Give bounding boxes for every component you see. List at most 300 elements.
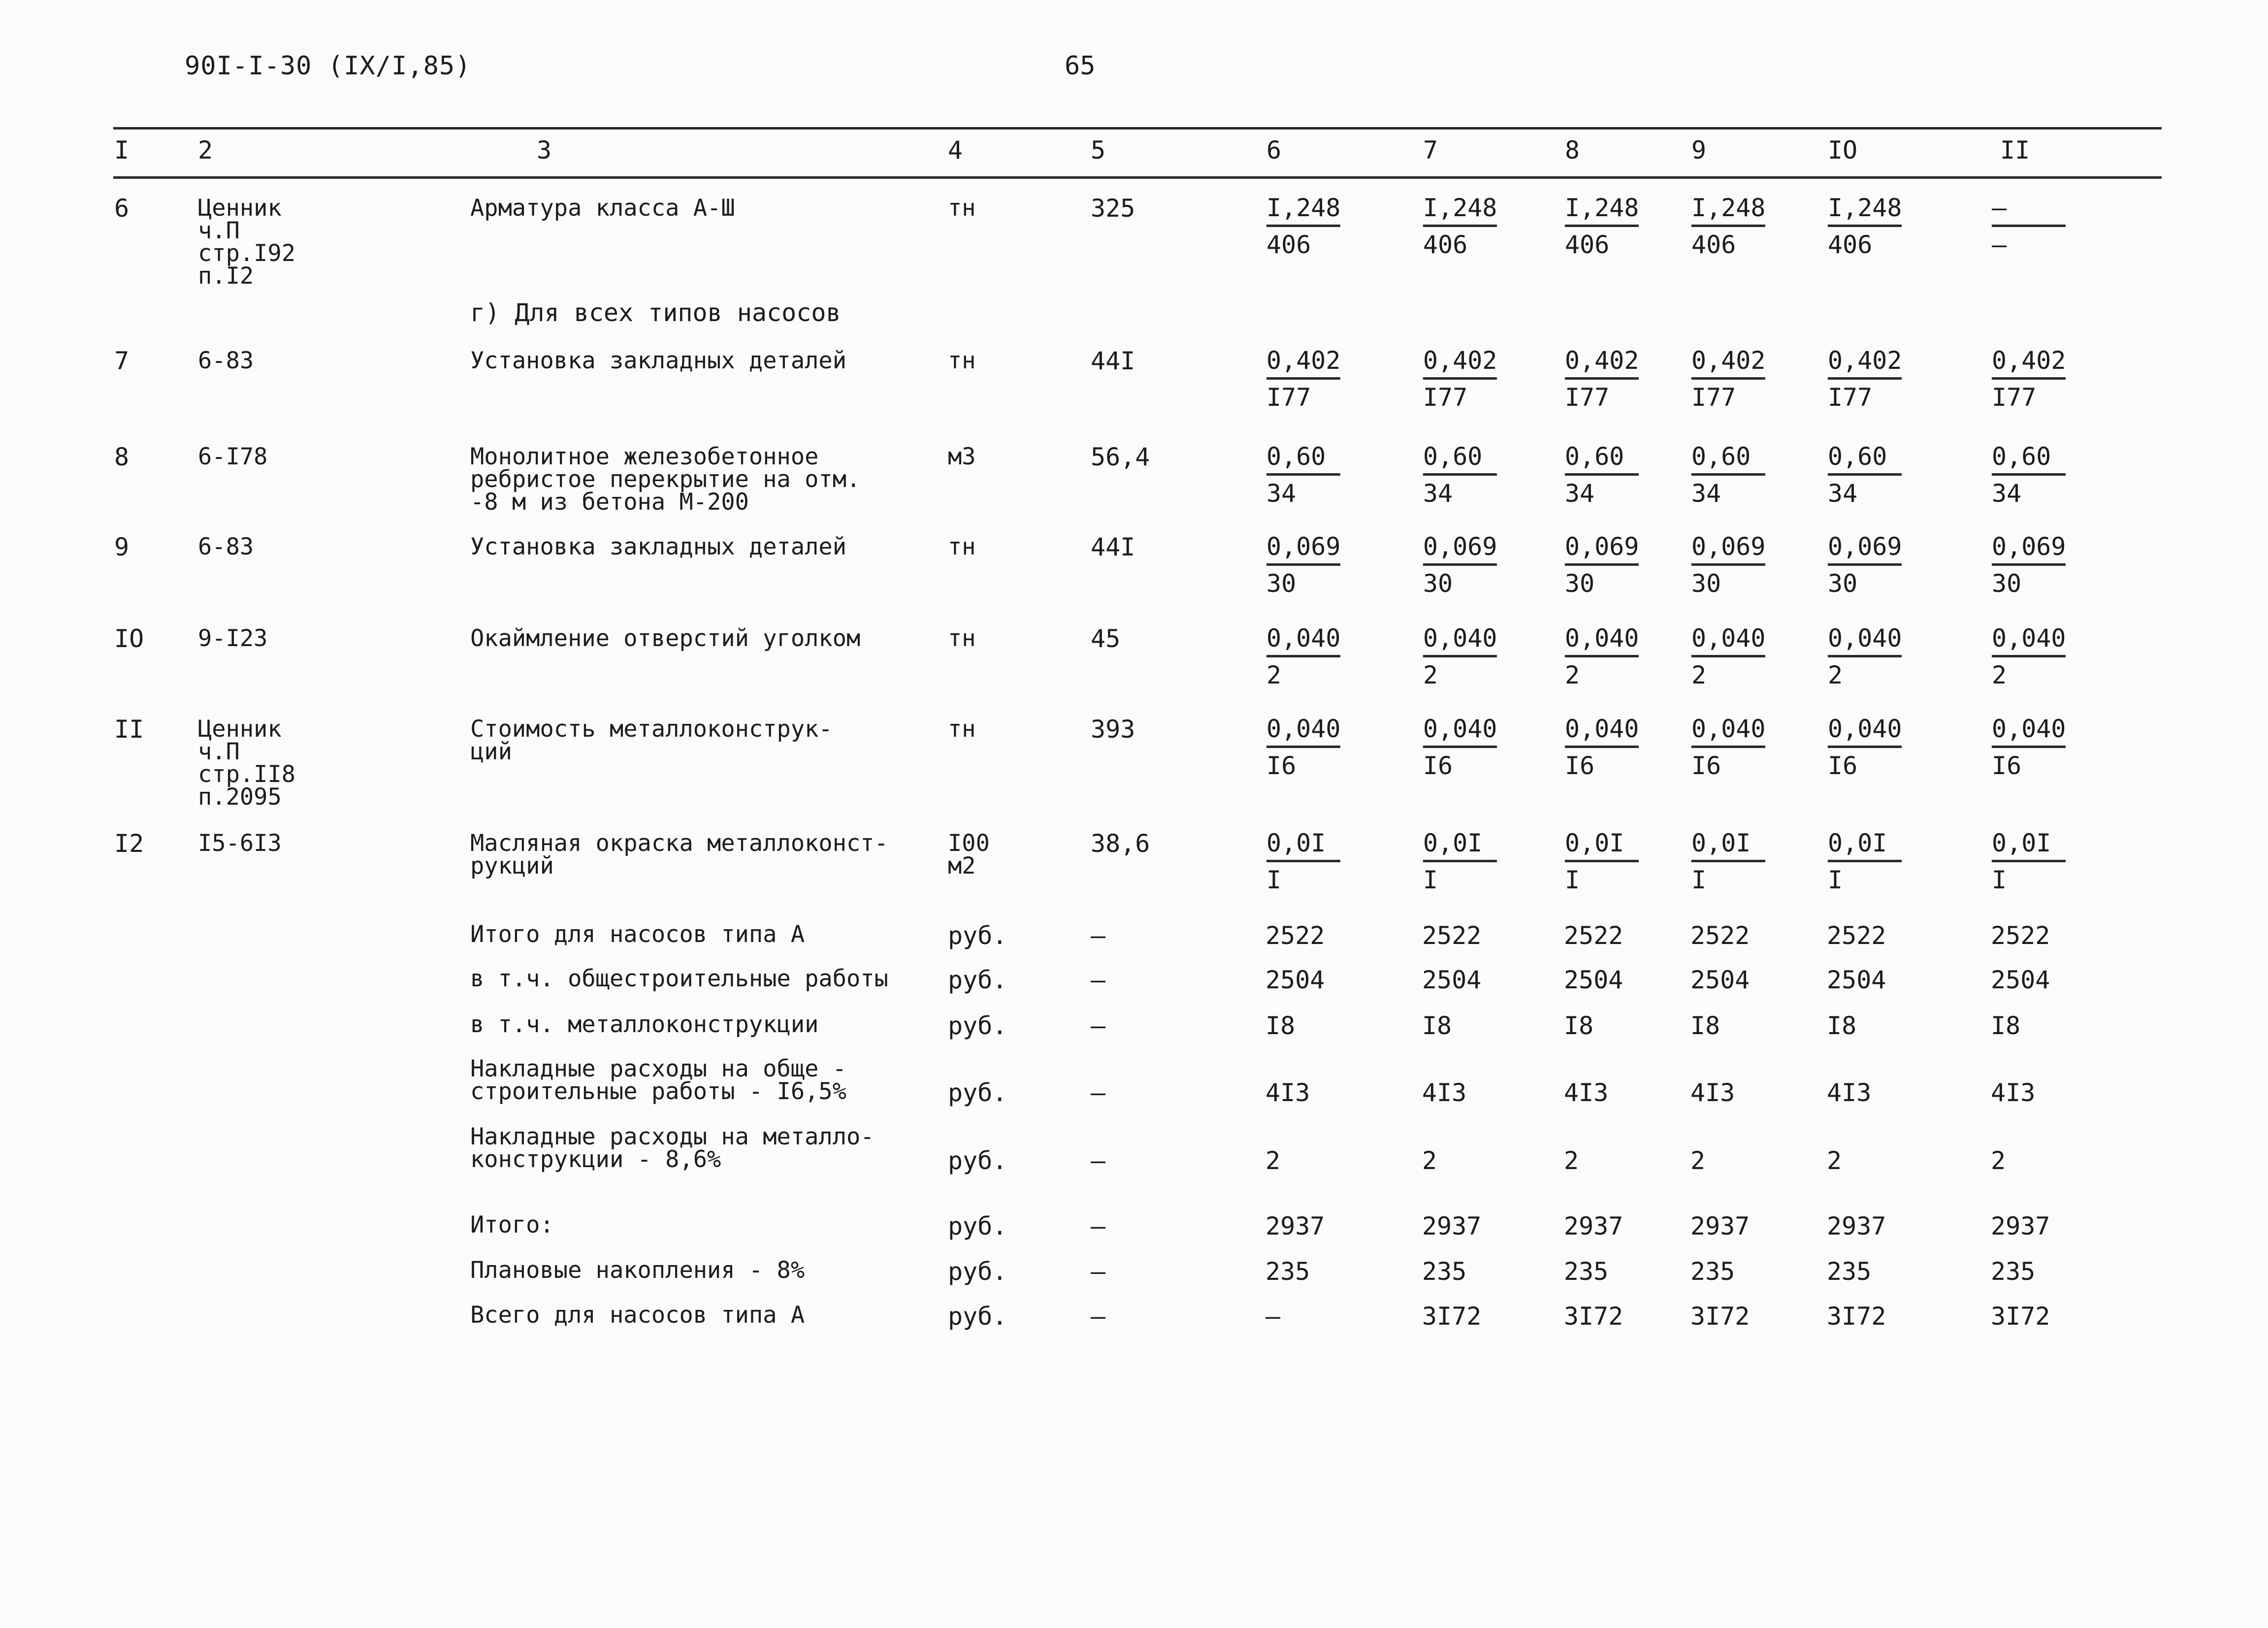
fraction-cell xyxy=(1423,828,1509,895)
summary-value: 235 xyxy=(1991,1257,2036,1286)
unit-of-measure: тн xyxy=(948,347,976,374)
fraction-numerator: 0,069 xyxy=(1691,532,1766,561)
fraction-bar xyxy=(1266,746,1340,748)
price-reference: Ценник xyxy=(198,716,282,743)
summary-value: 4I3 xyxy=(1991,1078,2036,1107)
quantity: 325 xyxy=(1091,194,1135,223)
fraction-bar xyxy=(1423,225,1497,227)
fraction-denominator: 406 xyxy=(1828,230,1873,259)
price-reference: ч.П xyxy=(198,217,240,244)
price-reference: ч.П xyxy=(198,738,240,765)
row-number: 9 xyxy=(114,533,130,561)
summary-value: 2 xyxy=(1827,1146,1842,1175)
summary-value: 4I3 xyxy=(1564,1078,1609,1107)
table-top-rule xyxy=(113,127,2162,130)
fraction-bar xyxy=(1992,563,2066,566)
fraction-numerator: 0,069 xyxy=(1565,532,1639,561)
row-number: 8 xyxy=(114,443,130,471)
row-number: II xyxy=(114,715,144,744)
summary-value: 2522 xyxy=(1265,921,1325,950)
summary-quantity: – xyxy=(1091,1302,1106,1331)
summary-quantity: – xyxy=(1091,966,1106,994)
fraction-numerator: 0,040 xyxy=(1266,624,1341,652)
summary-unit: руб. xyxy=(948,1078,1007,1107)
summary-quantity: – xyxy=(1091,1257,1106,1286)
work-description: ребристое перекрытие на отм. xyxy=(470,466,861,493)
fraction-numerator: 0,402 xyxy=(1691,346,1766,375)
fraction-numerator: 0,60 xyxy=(1565,442,1624,471)
fraction-cell xyxy=(1565,714,1651,781)
fraction-bar xyxy=(1992,225,2066,227)
summary-quantity: – xyxy=(1091,1011,1106,1040)
fraction-bar xyxy=(1565,860,1639,862)
fraction-numerator: 0,069 xyxy=(1266,532,1341,561)
summary-unit: руб. xyxy=(948,1146,1007,1175)
row-number: IO xyxy=(114,624,144,653)
fraction-denominator: I xyxy=(1691,866,1707,894)
fraction-bar xyxy=(1423,860,1497,862)
fraction-denominator: I77 xyxy=(1565,383,1610,412)
fraction-bar xyxy=(1992,473,2066,476)
fraction-bar xyxy=(1423,655,1497,657)
fraction-denominator: 2 xyxy=(1266,661,1282,689)
quantity: 44I xyxy=(1091,347,1135,375)
fraction-denominator: 34 xyxy=(1992,479,2022,508)
fraction-cell xyxy=(1691,623,1778,690)
summary-value: 2504 xyxy=(1422,966,1482,994)
fraction-cell xyxy=(1266,193,1353,260)
fraction-numerator: 0,402 xyxy=(1992,346,2066,375)
fraction-cell xyxy=(1992,193,2078,260)
fraction-denominator: I77 xyxy=(1266,383,1311,412)
row-number: 7 xyxy=(114,347,130,375)
summary-label: конструкции - 8,6% xyxy=(470,1146,721,1173)
fraction-numerator: 0,040 xyxy=(1423,624,1497,652)
fraction-cell xyxy=(1992,532,2078,598)
fraction-bar xyxy=(1423,563,1497,566)
summary-unit: руб. xyxy=(948,966,1007,994)
fraction-numerator: I,248 xyxy=(1266,194,1341,222)
fraction-denominator: 34 xyxy=(1266,479,1296,508)
fraction-cell xyxy=(1423,623,1509,690)
fraction-cell xyxy=(1565,532,1651,598)
document-code: 90I-I-30 (IX/I,85) xyxy=(185,51,471,81)
fraction-cell xyxy=(1691,532,1778,598)
summary-unit: руб. xyxy=(948,1302,1007,1331)
price-reference: 6-83 xyxy=(198,533,254,560)
work-description: Стоимость металлоконструк- xyxy=(470,716,833,743)
fraction-denominator: 30 xyxy=(1828,569,1858,598)
summary-value: I8 xyxy=(1265,1011,1296,1040)
summary-unit: руб. xyxy=(948,1257,1007,1286)
fraction-denominator: 2 xyxy=(1565,661,1580,689)
row-number: I2 xyxy=(114,829,144,858)
summary-value: I8 xyxy=(1827,1011,1857,1040)
summary-label: в т.ч. металлоконструкции xyxy=(470,1011,819,1038)
fraction-denominator: I xyxy=(1828,866,1843,894)
fraction-cell xyxy=(1565,442,1651,508)
fraction-denominator: 406 xyxy=(1423,230,1468,259)
fraction-denominator: I77 xyxy=(1691,383,1736,412)
summary-label: Плановые накопления - 8% xyxy=(470,1257,805,1284)
summary-value: 235 xyxy=(1827,1257,1872,1286)
fraction-numerator: I,248 xyxy=(1565,194,1639,222)
summary-value: 2937 xyxy=(1564,1212,1623,1240)
fraction-numerator: 0,60 xyxy=(1992,442,2051,471)
summary-value: I8 xyxy=(1690,1011,1720,1040)
fraction-bar xyxy=(1828,746,1902,748)
fraction-denominator: I77 xyxy=(1423,383,1468,412)
summary-value: 2504 xyxy=(1564,966,1623,994)
fraction-cell xyxy=(1565,828,1651,895)
price-reference: Ценник xyxy=(198,195,282,222)
fraction-cell xyxy=(1423,532,1509,598)
unit-of-measure: тн xyxy=(948,625,976,652)
fraction-bar xyxy=(1565,473,1639,476)
fraction-numerator: 0,0I xyxy=(1266,829,1326,857)
summary-unit: руб. xyxy=(948,1212,1007,1240)
fraction-cell xyxy=(1992,828,2078,895)
fraction-numerator: 0,040 xyxy=(1992,624,2066,652)
fraction-bar xyxy=(1992,860,2066,862)
fraction-denominator: 30 xyxy=(1565,569,1595,598)
summary-value: 2 xyxy=(1265,1146,1281,1175)
fraction-bar xyxy=(1565,225,1639,227)
fraction-numerator: 0,60 xyxy=(1828,442,1887,471)
fraction-bar xyxy=(1828,563,1902,566)
summary-value: 2 xyxy=(1690,1146,1706,1175)
fraction-bar xyxy=(1691,860,1765,862)
fraction-bar xyxy=(1266,655,1340,657)
fraction-bar xyxy=(1565,377,1639,380)
fraction-cell xyxy=(1828,442,1914,508)
fraction-numerator: 0,0I xyxy=(1992,829,2051,857)
fraction-cell xyxy=(1691,193,1778,260)
fraction-denominator: 2 xyxy=(1423,661,1438,689)
price-reference: стр.II8 xyxy=(198,761,296,788)
summary-value: 2522 xyxy=(1827,921,1886,950)
fraction-cell xyxy=(1565,623,1651,690)
fraction-bar xyxy=(1423,377,1497,380)
fraction-denominator: – xyxy=(1992,230,2007,259)
unit-of-measure: тн xyxy=(948,195,976,222)
price-reference: п.I2 xyxy=(198,262,254,290)
column-number-5: 5 xyxy=(1091,136,1106,164)
fraction-numerator: 0,040 xyxy=(1565,715,1639,743)
summary-label: Накладные расходы на металло- xyxy=(470,1123,875,1150)
column-number-11: II xyxy=(2000,136,2030,164)
fraction-numerator: 0,60 xyxy=(1266,442,1326,471)
fraction-bar xyxy=(1266,473,1340,476)
fraction-denominator: I6 xyxy=(1828,751,1858,780)
summary-value: 3I72 xyxy=(1564,1302,1623,1331)
fraction-denominator: I xyxy=(1266,866,1282,894)
summary-value: 4I3 xyxy=(1265,1078,1310,1107)
summary-unit: руб. xyxy=(948,921,1007,950)
summary-value: 3I72 xyxy=(1827,1302,1886,1331)
fraction-numerator: 0,402 xyxy=(1423,346,1497,375)
fraction-cell xyxy=(1828,193,1914,260)
fraction-numerator: 0,0I xyxy=(1423,829,1483,857)
fraction-numerator: 0,040 xyxy=(1423,715,1497,743)
summary-value: 2522 xyxy=(1564,921,1623,950)
fraction-bar xyxy=(1992,377,2066,380)
summary-value: 3I72 xyxy=(1991,1302,2050,1331)
summary-label: Накладные расходы на обще - xyxy=(470,1055,847,1082)
fraction-bar xyxy=(1565,746,1639,748)
price-reference: 6-I78 xyxy=(198,443,268,470)
fraction-numerator: 0,0I xyxy=(1565,829,1624,857)
fraction-denominator: 30 xyxy=(1266,569,1296,598)
summary-quantity: – xyxy=(1091,921,1106,950)
work-description: Установка закладных деталей xyxy=(470,533,847,560)
fraction-cell xyxy=(1828,714,1914,781)
column-number-1: I xyxy=(114,136,130,164)
fraction-numerator: 0,040 xyxy=(1565,624,1639,652)
fraction-denominator: 34 xyxy=(1691,479,1721,508)
fraction-bar xyxy=(1266,860,1340,862)
fraction-bar xyxy=(1423,746,1497,748)
fraction-numerator: 0,040 xyxy=(1691,624,1766,652)
fraction-denominator: 406 xyxy=(1565,230,1610,259)
summary-value: 4I3 xyxy=(1690,1078,1735,1107)
fraction-numerator: 0,402 xyxy=(1828,346,1902,375)
fraction-bar xyxy=(1691,473,1765,476)
fraction-denominator: I6 xyxy=(1691,751,1721,780)
summary-quantity: – xyxy=(1091,1078,1106,1107)
fraction-numerator: 0,040 xyxy=(1828,624,1902,652)
summary-unit: руб. xyxy=(948,1011,1007,1040)
fraction-cell xyxy=(1266,532,1353,598)
summary-label: Всего для насосов типа А xyxy=(470,1302,805,1329)
page-number: 65 xyxy=(1065,51,1096,81)
work-description: -8 м из бетона М-200 xyxy=(470,488,749,516)
fraction-bar xyxy=(1691,377,1765,380)
summary-quantity: – xyxy=(1091,1146,1106,1175)
quantity: 38,6 xyxy=(1091,829,1150,858)
summary-value: 2937 xyxy=(1991,1212,2050,1240)
summary-value: – xyxy=(1265,1302,1281,1331)
summary-value: 2504 xyxy=(1690,966,1750,994)
fraction-numerator: I,248 xyxy=(1828,194,1902,222)
fraction-denominator: 34 xyxy=(1565,479,1595,508)
price-reference: 6-83 xyxy=(198,347,254,374)
summary-value: 2937 xyxy=(1265,1212,1325,1240)
column-number-8: 8 xyxy=(1565,136,1580,164)
fraction-denominator: I xyxy=(1565,866,1580,894)
summary-value: I8 xyxy=(1422,1011,1452,1040)
fraction-denominator: 2 xyxy=(1828,661,1843,689)
fraction-numerator: 0,040 xyxy=(1266,715,1341,743)
fraction-cell xyxy=(1565,193,1651,260)
fraction-denominator: 406 xyxy=(1266,230,1311,259)
summary-value: 2522 xyxy=(1422,921,1482,950)
fraction-denominator: I77 xyxy=(1992,383,2037,412)
fraction-numerator: 0,60 xyxy=(1423,442,1483,471)
column-number-6: 6 xyxy=(1266,136,1282,164)
fraction-bar xyxy=(1423,473,1497,476)
fraction-cell xyxy=(1266,714,1353,781)
quantity: 56,4 xyxy=(1091,443,1150,471)
summary-value: 3I72 xyxy=(1422,1302,1482,1331)
fraction-bar xyxy=(1828,860,1902,862)
work-description: Арматура класса А-Ш xyxy=(470,195,735,222)
fraction-cell xyxy=(1423,346,1509,412)
fraction-bar xyxy=(1992,655,2066,657)
work-description: ций xyxy=(470,738,512,765)
fraction-numerator: 0,402 xyxy=(1565,346,1639,375)
column-number-3: 3 xyxy=(537,136,552,164)
fraction-numerator: 0,040 xyxy=(1828,715,1902,743)
fraction-denominator: I6 xyxy=(1992,751,2022,780)
summary-value: 2504 xyxy=(1827,966,1886,994)
summary-value: 2522 xyxy=(1991,921,2050,950)
column-number-9: 9 xyxy=(1691,136,1707,164)
summary-quantity: – xyxy=(1091,1212,1106,1240)
fraction-cell xyxy=(1266,346,1353,412)
fraction-cell xyxy=(1828,623,1914,690)
summary-value: 2522 xyxy=(1690,921,1750,950)
fraction-cell xyxy=(1992,442,2078,508)
summary-value: 2 xyxy=(1422,1146,1437,1175)
summary-value: 4I3 xyxy=(1827,1078,1872,1107)
fraction-denominator: I6 xyxy=(1266,751,1296,780)
fraction-cell xyxy=(1992,714,2078,781)
fraction-cell xyxy=(1691,828,1778,895)
price-reference: п.2095 xyxy=(198,783,282,811)
fraction-cell xyxy=(1992,346,2078,412)
summary-label: в т.ч. общестроительные работы xyxy=(470,965,888,992)
fraction-cell xyxy=(1828,532,1914,598)
fraction-numerator: 0,069 xyxy=(1828,532,1902,561)
summary-value: 235 xyxy=(1690,1257,1735,1286)
fraction-bar xyxy=(1828,377,1902,380)
fraction-cell xyxy=(1828,828,1914,895)
unit-of-measure: тн xyxy=(948,716,976,743)
table-header-rule xyxy=(113,176,2162,179)
summary-value: 2504 xyxy=(1991,966,2050,994)
fraction-denominator: 30 xyxy=(1992,569,2022,598)
fraction-bar xyxy=(1691,746,1765,748)
fraction-bar xyxy=(1992,746,2066,748)
summary-value: 2 xyxy=(1991,1146,2006,1175)
work-description: рукций xyxy=(470,852,554,879)
fraction-bar xyxy=(1266,377,1340,380)
fraction-denominator: 30 xyxy=(1691,569,1721,598)
work-description: Монолитное железобетонное xyxy=(470,443,819,470)
fraction-denominator: 30 xyxy=(1423,569,1453,598)
fraction-numerator: 0,60 xyxy=(1691,442,1751,471)
work-description: Окаймление отверстий уголком xyxy=(470,625,861,652)
fraction-cell xyxy=(1266,828,1353,895)
summary-value: 235 xyxy=(1265,1257,1310,1286)
summary-label: Итого: xyxy=(470,1211,554,1238)
fraction-denominator: 2 xyxy=(1992,661,2007,689)
fraction-bar xyxy=(1828,655,1902,657)
fraction-bar xyxy=(1691,563,1765,566)
fraction-cell xyxy=(1266,623,1353,690)
column-number-2: 2 xyxy=(198,136,213,164)
fraction-numerator: – xyxy=(1992,194,2007,222)
column-number-10: IO xyxy=(1828,136,1858,164)
fraction-bar xyxy=(1828,225,1902,227)
unit-of-measure: м2 xyxy=(948,852,976,879)
fraction-numerator: 0,069 xyxy=(1423,532,1497,561)
fraction-cell xyxy=(1691,714,1778,781)
fraction-numerator: 0,0I xyxy=(1691,829,1751,857)
quantity: 44I xyxy=(1091,533,1135,561)
fraction-cell xyxy=(1423,442,1509,508)
price-reference: стр.I92 xyxy=(198,240,296,267)
fraction-denominator: 406 xyxy=(1691,230,1736,259)
fraction-denominator: I6 xyxy=(1565,751,1595,780)
fraction-bar xyxy=(1691,225,1765,227)
fraction-bar xyxy=(1266,225,1340,227)
summary-value: 2504 xyxy=(1265,966,1325,994)
fraction-bar xyxy=(1565,655,1639,657)
column-number-4: 4 xyxy=(948,136,963,164)
fraction-cell xyxy=(1691,346,1778,412)
fraction-denominator: I xyxy=(1423,866,1438,894)
summary-value: 4I3 xyxy=(1422,1078,1467,1107)
summary-label: Итого для насосов типа А xyxy=(470,921,805,948)
summary-value: 3I72 xyxy=(1690,1302,1750,1331)
fraction-denominator: 2 xyxy=(1691,661,1707,689)
summary-value: 2 xyxy=(1564,1146,1579,1175)
price-reference: 9-I23 xyxy=(198,625,268,652)
column-number-7: 7 xyxy=(1423,136,1438,164)
summary-value: 2937 xyxy=(1690,1212,1750,1240)
fraction-cell xyxy=(1828,346,1914,412)
fraction-cell xyxy=(1266,442,1353,508)
fraction-cell xyxy=(1423,714,1509,781)
summary-label: строительные работы - I6,5% xyxy=(470,1078,847,1105)
fraction-denominator: I xyxy=(1992,866,2007,894)
summary-value: 2937 xyxy=(1422,1212,1482,1240)
fraction-bar xyxy=(1565,563,1639,566)
fraction-denominator: 34 xyxy=(1828,479,1858,508)
quantity: 393 xyxy=(1091,715,1135,744)
fraction-numerator: I,248 xyxy=(1691,194,1766,222)
fraction-cell xyxy=(1691,442,1778,508)
fraction-numerator: 0,069 xyxy=(1992,532,2066,561)
fraction-bar xyxy=(1266,563,1340,566)
fraction-cell xyxy=(1565,346,1651,412)
work-description: Установка закладных деталей xyxy=(470,347,847,374)
unit-of-measure: м3 xyxy=(948,443,976,470)
summary-value: 235 xyxy=(1564,1257,1609,1286)
fraction-numerator: 0,040 xyxy=(1691,715,1766,743)
unit-of-measure: I00 xyxy=(948,830,990,857)
summary-value: I8 xyxy=(1564,1011,1594,1040)
fraction-numerator: 0,0I xyxy=(1828,829,1887,857)
summary-value: 2937 xyxy=(1827,1212,1886,1240)
fraction-cell xyxy=(1423,193,1509,260)
unit-of-measure: тн xyxy=(948,533,976,560)
work-description: Масляная окраска металлоконст- xyxy=(470,830,888,857)
fraction-numerator: 0,040 xyxy=(1992,715,2066,743)
summary-value: I8 xyxy=(1991,1011,2021,1040)
fraction-denominator: I6 xyxy=(1423,751,1453,780)
fraction-denominator: I77 xyxy=(1828,383,1873,412)
section-subheading: г) Для всех типов насосов xyxy=(470,298,841,327)
quantity: 45 xyxy=(1091,624,1121,653)
row-number: 6 xyxy=(114,194,130,223)
price-reference: I5-6I3 xyxy=(198,830,282,857)
fraction-bar xyxy=(1828,473,1902,476)
summary-value: 235 xyxy=(1422,1257,1467,1286)
fraction-bar xyxy=(1691,655,1765,657)
